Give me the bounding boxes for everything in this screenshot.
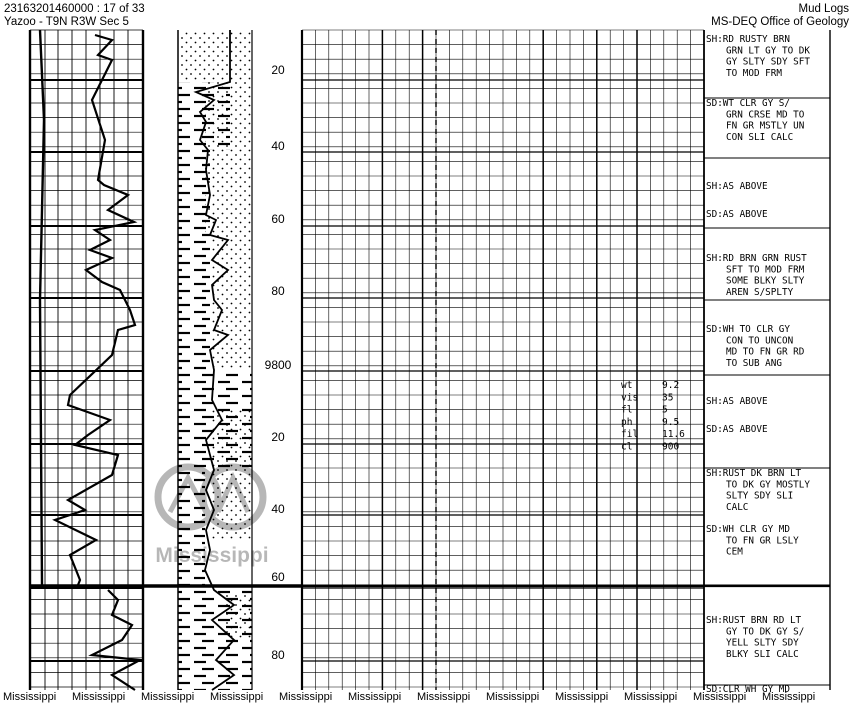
lithology-description-line: SD:WH CLR GY MD — [706, 524, 790, 535]
log-annotations — [265, 34, 811, 695]
depth-label: 20 — [271, 63, 285, 77]
lithology-description-line: SH:RD BRN GRN RUST — [706, 253, 807, 264]
well-location: Yazoo - T9N R3W Sec 5 — [4, 16, 129, 28]
footer-watermark-text: Mississippi — [693, 691, 747, 703]
lithology-block — [178, 150, 210, 370]
lithology-description-line: CALC — [726, 501, 749, 513]
lithology-description-line: SD:AS ABOVE — [706, 424, 768, 435]
depth-label: 80 — [271, 284, 285, 298]
document-id: 23163201460000 : 17 of 33 — [4, 3, 145, 15]
lithology-description-line: TO MOD FRM — [726, 67, 782, 79]
mud-property-label: cl — [621, 441, 633, 453]
mud-property-value: 11.6 — [662, 429, 685, 441]
depth-label: 20 — [271, 430, 285, 444]
lithology-description-line: SH:AS ABOVE — [706, 396, 768, 407]
lithology-description-line: AREN S/SPLTY — [726, 286, 794, 298]
lithology-description-line: SOME BLKY SLTY — [726, 275, 805, 287]
mud-property-label: ph — [621, 416, 633, 428]
mud-property-value: 35 — [662, 392, 674, 404]
lithology-description-line: SH:RUST DK BRN LT — [706, 468, 802, 479]
mud-property-value: 5 — [662, 404, 668, 416]
depth-label: 9800 — [264, 358, 292, 372]
mud-property-value: 9.2 — [662, 380, 680, 391]
footer-watermark-text: Mississippi — [762, 691, 816, 703]
depth-label: 40 — [271, 502, 285, 516]
mud-property-label: vis — [621, 392, 639, 404]
footer-watermark-text: Mississippi — [624, 691, 678, 703]
lithology-description-line: TO FN GR LSLY — [726, 535, 799, 547]
lithology-description-line: FN GR MSTLY UN — [726, 120, 805, 132]
lithology-column — [178, 30, 252, 690]
lithology-description-line: YELL SLTY SDY — [726, 637, 799, 649]
footer-watermark-text: Mississippi — [141, 691, 195, 703]
footer-watermark-text: Mississippi — [3, 691, 57, 703]
mud-property-label: fl — [621, 404, 633, 416]
footer-watermark-strip — [0, 690, 853, 705]
lithology-description-line: CON SLI CALC — [726, 131, 794, 143]
lithology-block — [178, 30, 252, 82]
lithology-description-line: SH:AS ABOVE — [706, 181, 768, 192]
footer-watermark-text: Mississippi — [555, 691, 609, 703]
lithology-description-line: CEM — [726, 546, 743, 558]
depth-label: 60 — [271, 212, 285, 226]
lithology-description-line: SD:WT CLR GY S/ — [706, 98, 790, 109]
mud-property-label: fil — [621, 429, 639, 441]
lithology-description-line: GY SLTY SDY SFT — [726, 56, 810, 68]
drill-rate-curve-lower — [92, 590, 140, 690]
lithology-description-line: MD TO FN GR RD — [726, 346, 805, 358]
mud-property-value: 9.5 — [662, 416, 680, 428]
lithology-description-line: GRN LT GY TO DK — [726, 45, 810, 57]
lithology-description-line: SFT TO MOD FRM — [726, 264, 805, 276]
mud-property-label: wt — [621, 380, 633, 391]
footer-watermark-text: Mississippi — [279, 691, 333, 703]
left-track-grid — [30, 30, 143, 690]
footer-watermark-text: Mississippi — [210, 691, 264, 703]
lithology-description-line: SD:CLR WH GY MD — [706, 684, 790, 695]
footer-watermark-text: Mississippi — [348, 691, 402, 703]
lithology-description-line: TO DK GY MOSTLY — [726, 479, 810, 491]
lithology-description-line: SD:AS ABOVE — [706, 209, 768, 220]
lithology-description-line: SD:WH TO CLR GY — [706, 324, 790, 335]
drill-curves — [30, 30, 830, 690]
lithology-description-line: GRN CRSE MD TO — [726, 109, 805, 121]
document-type: Mud Logs — [798, 3, 849, 15]
watermark-text: Mississippi — [155, 544, 269, 567]
office-name: MS-DEQ Office of Geology — [711, 16, 849, 28]
lithology-description-line: SLTY SDY SLI — [726, 490, 794, 502]
footer-watermark-text: Mississippi — [72, 691, 126, 703]
depth-label: 40 — [271, 139, 285, 153]
depth-label: 60 — [271, 570, 285, 584]
depth-label: 80 — [271, 648, 285, 662]
lithology-description-line: SH:RUST BRN RD LT — [706, 615, 802, 626]
footer-watermark-text: Mississippi — [486, 691, 540, 703]
lithology-description-line: BLKY SLI CALC — [726, 648, 799, 660]
lithology-description-line: GY TO DK GY S/ — [726, 626, 805, 638]
lithology-block — [205, 82, 252, 235]
lithology-description-line: SH:RD RUSTY BRN — [706, 34, 790, 45]
lithology-description-line: CON TO UNCON — [726, 335, 794, 347]
lithology-description-line: TO SUB ANG — [726, 357, 782, 369]
mud-property-value: 900 — [662, 441, 680, 453]
footer-watermark-text: Mississippi — [417, 691, 471, 703]
